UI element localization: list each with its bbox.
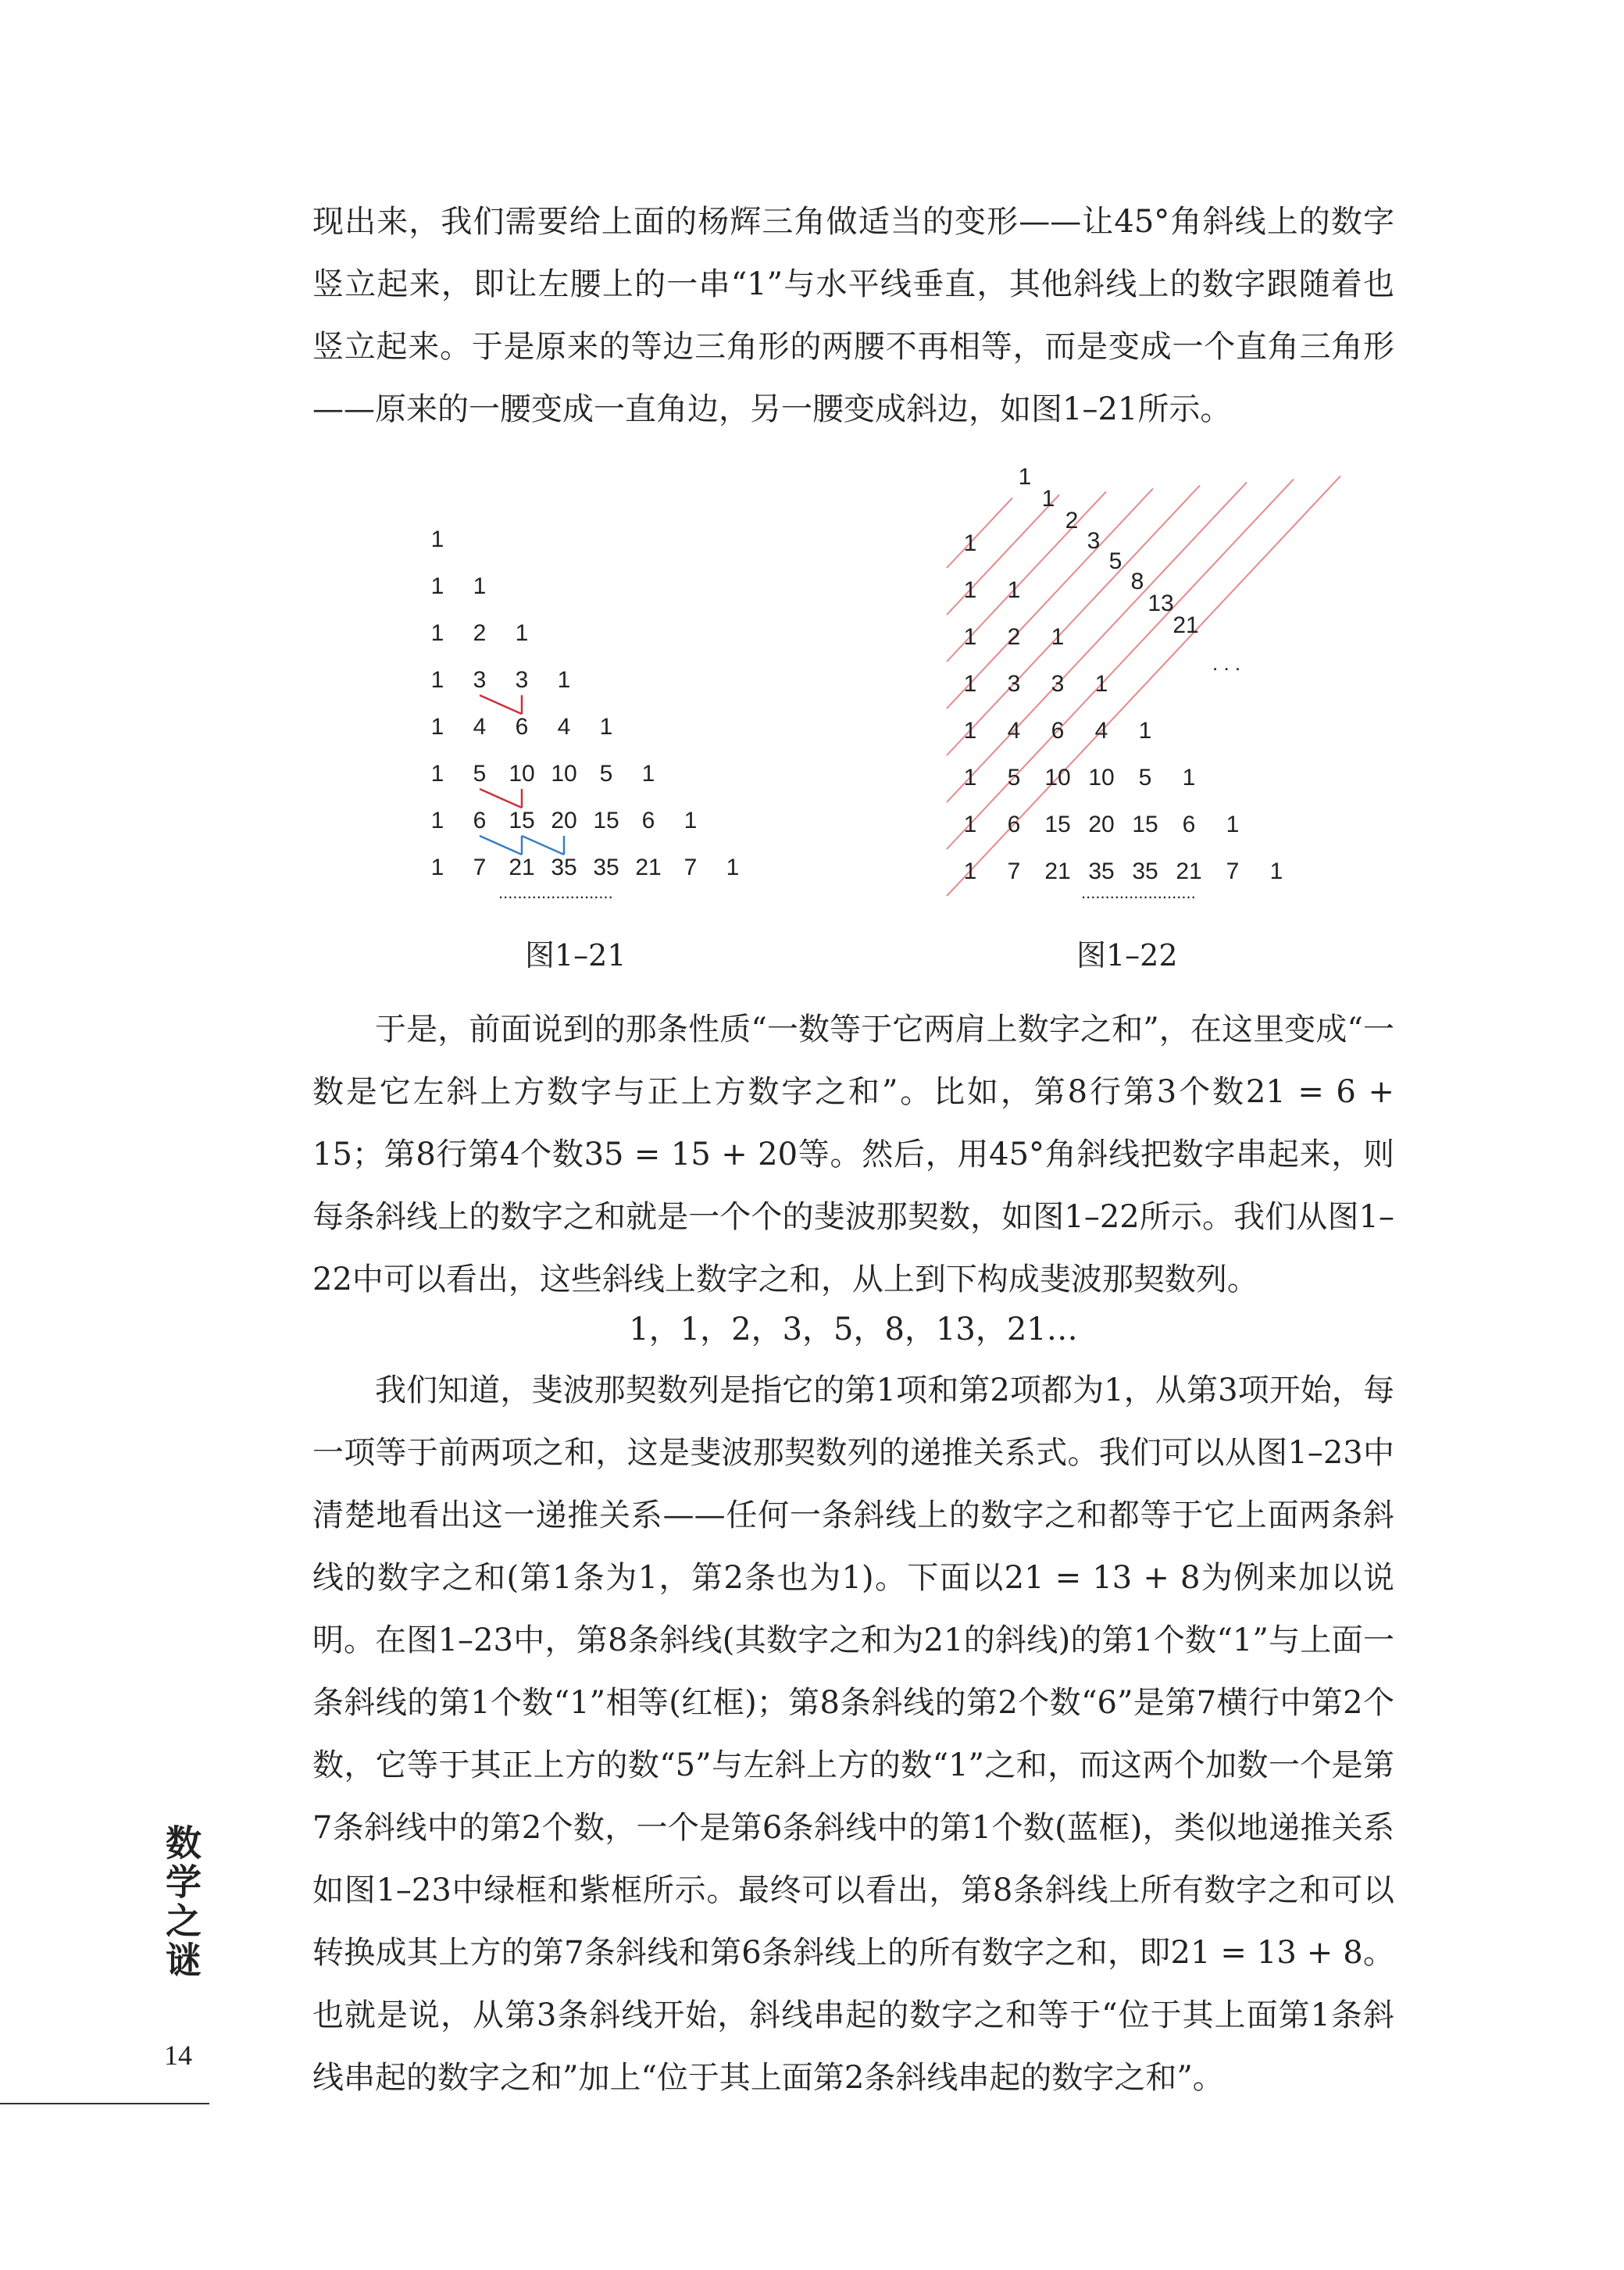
pascal-number-7-7: 1 — [1269, 858, 1283, 884]
figure-1-22 — [898, 453, 1283, 922]
pascal-number-7-4: 35 — [1132, 858, 1158, 884]
pascal-number-7-0: 1 — [963, 858, 977, 884]
fibonacci-sum-4: 3 — [1087, 528, 1101, 554]
fibonacci-sequence-line: 1，1，2，3，5，8，13，21… — [629, 1312, 1078, 1347]
pascal-number-4-3: 4 — [557, 714, 571, 740]
pascal-number-3-0: 1 — [963, 671, 977, 697]
diagonal-line-4 — [947, 488, 1153, 708]
pascal-number-4-2: 6 — [515, 714, 529, 740]
figure-1-22-ellipsis: ........................ — [1081, 883, 1196, 902]
pascal-number-2-2: 1 — [515, 620, 529, 646]
pascal-number-6-2: 15 — [1044, 812, 1071, 837]
fibonacci-sum-1: 1 — [1018, 464, 1032, 490]
pascal-number-3-2: 3 — [1051, 671, 1065, 697]
blue-link-6-21 — [480, 836, 522, 855]
pascal-number-7-1: 7 — [1007, 858, 1021, 884]
book-title-vertical: 数学之谜 — [160, 1824, 202, 1980]
fibonacci-sum-2: 1 — [1041, 486, 1055, 512]
pascal-number-1-1: 1 — [473, 573, 487, 599]
pascal-number-7-7: 1 — [726, 855, 740, 880]
pascal-number-6-1: 6 — [473, 808, 487, 833]
red-link-3-6 — [480, 695, 522, 714]
pascal-number-5-5: 1 — [1182, 765, 1196, 791]
pascal-number-1-1: 1 — [1007, 577, 1021, 603]
figure-1-21-caption: 图1–21 — [525, 938, 626, 973]
pascal-number-6-5: 6 — [641, 808, 655, 833]
pascal-number-0-0: 1 — [430, 526, 444, 552]
pascal-number-7-6: 7 — [1226, 858, 1240, 884]
figure-1-21-ellipsis: ........................ — [498, 883, 613, 902]
pascal-number-0-0: 1 — [963, 530, 977, 556]
pascal-number-5-3: 10 — [1088, 765, 1115, 791]
bottom-rule — [0, 2103, 209, 2104]
pascal-number-2-0: 1 — [430, 620, 444, 646]
pascal-number-5-1: 5 — [1007, 765, 1021, 791]
pascal-number-4-4: 1 — [1138, 718, 1152, 744]
pascal-number-6-2: 15 — [509, 808, 535, 833]
pascal-number-4-1: 4 — [1007, 718, 1021, 744]
pascal-number-7-3: 35 — [551, 855, 577, 880]
pascal-number-7-5: 21 — [635, 855, 662, 880]
figure-1-21-numbers — [431, 526, 740, 880]
paragraph-explanation: 在图1–23中，第8条斜线(其数字之和为21的斜线)的第1个数“1”与上面一条斜线的第1个数“1”相等(红框)；第8条斜线的第2个数“6”是第7横行中第2个数，它等于其正上方的数“5”与左斜上方的数“1”之和，而这两个加数一个是第7条斜线中的第2个数，一个是第6条斜线中的第1个数(蓝框)，类似地递推关系如图1–23中绿框和紫框所示。最终可以看出，第8条斜线上所有数字之和可以转换成其上方的第7条斜线和第6条斜线上的所有数字之和，即21 = 13 + 8。也就是说，从第3条斜线开始，斜线串起的数字之和等于“位于其上面第1条斜线串起的数字之和”加上“位于其上面第2条斜线串起的数字之和”。 — [312, 1622, 1394, 2096]
pascal-number-6-3: 20 — [551, 808, 577, 833]
pascal-number-5-0: 1 — [430, 761, 444, 787]
pascal-number-6-4: 15 — [593, 808, 619, 833]
fibonacci-sum-6: 8 — [1130, 569, 1144, 594]
pascal-number-3-2: 3 — [515, 667, 529, 693]
fibonacci-sum-7: 13 — [1148, 591, 1174, 616]
diagonal-line-7 — [947, 479, 1294, 849]
pascal-number-7-6: 7 — [684, 855, 698, 880]
figure-1-22-caption: 图1–22 — [1076, 938, 1178, 973]
fibonacci-sum-3: 2 — [1065, 508, 1079, 534]
pascal-number-4-2: 6 — [1051, 718, 1065, 744]
pascal-number-4-3: 4 — [1094, 718, 1108, 744]
pascal-number-1-0: 1 — [963, 577, 977, 603]
pascal-number-6-5: 6 — [1182, 812, 1196, 837]
pascal-number-5-2: 10 — [509, 761, 535, 787]
figure-1-21 — [406, 516, 781, 922]
pascal-number-5-2: 10 — [1044, 765, 1071, 791]
pascal-number-3-3: 1 — [557, 667, 571, 693]
pascal-number-5-4: 5 — [1138, 765, 1152, 791]
pascal-number-5-1: 5 — [473, 761, 487, 787]
pascal-number-5-0: 1 — [963, 765, 977, 791]
figure-1-22-fib-ellipsis: . . . — [1212, 651, 1241, 675]
pascal-number-3-3: 1 — [1094, 671, 1108, 697]
fibonacci-sum-8: 21 — [1172, 612, 1199, 638]
blue-link-15-35 — [522, 836, 564, 855]
pascal-number-4-1: 4 — [473, 714, 487, 740]
pascal-number-6-3: 20 — [1088, 812, 1115, 837]
diagonal-line-1 — [947, 498, 1012, 568]
pascal-number-6-6: 1 — [684, 808, 698, 833]
pascal-number-2-2: 1 — [1051, 624, 1065, 650]
pascal-number-6-1: 6 — [1007, 812, 1021, 837]
pascal-number-7-2: 21 — [1044, 858, 1071, 884]
pascal-number-5-3: 10 — [551, 761, 577, 787]
pascal-number-1-0: 1 — [430, 573, 444, 599]
paragraph-property: 于是，前面说到的那条性质“一数等于它两肩上数字之和”，在这里变成“一数是它左斜上方数字与正上方数字之和”。比如，第8行第3个数21 = 6 + 15；第8行第4个数35 = 15 + 20等。然后，用45°角斜线把数字串起来，则每条斜线上的数字之和就是一个个的斐波那契数，如图1–22所示。我们从图1–22中可以看出，这些斜线上数字之和，从上到下构成斐波那契数列。 — [312, 1012, 1394, 1297]
pascal-number-7-4: 35 — [593, 855, 619, 880]
pascal-number-4-0: 1 — [430, 714, 444, 740]
pascal-number-5-5: 1 — [641, 761, 655, 787]
paragraph-intro: 现出来，我们需要给上面的杨辉三角做适当的变形——让45°角斜线上的数字竖立起来，即让左腰上的一串“1”与水平线垂直，其他斜线上的数字跟随着也竖立起来。于是原来的等边三角形的两腰不再相等，而是变成一个直角三角形——原来的一腰变成一直角边，另一腰变成斜边，如图1–21所示。 — [312, 204, 1394, 427]
pascal-number-3-0: 1 — [430, 667, 444, 693]
pascal-number-7-1: 7 — [473, 855, 487, 880]
pascal-number-2-1: 2 — [473, 620, 487, 646]
pascal-number-3-1: 3 — [1007, 671, 1021, 697]
pascal-number-2-0: 1 — [963, 624, 977, 650]
pascal-number-7-2: 21 — [509, 855, 535, 880]
pascal-number-6-0: 1 — [963, 812, 977, 837]
pascal-number-4-0: 1 — [963, 718, 977, 744]
pascal-number-6-4: 15 — [1132, 812, 1158, 837]
pascal-number-4-4: 1 — [599, 714, 613, 740]
red-link-5-15 — [480, 789, 522, 808]
pascal-number-3-1: 3 — [473, 667, 487, 693]
paragraph-recurrence: 我们知道，斐波那契数列是指它的第1项和第2项都为1，从第3项开始，每一项等于前两项之和，这是斐波那契数列的递推关系式。我们可以从图1–23中清楚地看出这一递推关系——任何一条斜线上的数字之和都等于它上面两条斜线的数字之和(第1条为1，第2条也为1)。下面以21 = 13 + 8为例来加以说明。 — [312, 1372, 1394, 1658]
pascal-number-7-3: 35 — [1088, 858, 1115, 884]
pascal-number-7-5: 21 — [1176, 858, 1202, 884]
figure-1-22-fibonacci-sums — [1019, 464, 1199, 638]
pascal-number-6-6: 1 — [1226, 812, 1240, 837]
pascal-number-6-0: 1 — [430, 808, 444, 833]
pascal-number-7-0: 1 — [430, 855, 444, 880]
pascal-number-5-4: 5 — [599, 761, 613, 787]
fibonacci-sum-5: 5 — [1108, 548, 1123, 574]
pascal-number-2-1: 2 — [1007, 624, 1021, 650]
page-number: 14 — [164, 2040, 192, 2071]
